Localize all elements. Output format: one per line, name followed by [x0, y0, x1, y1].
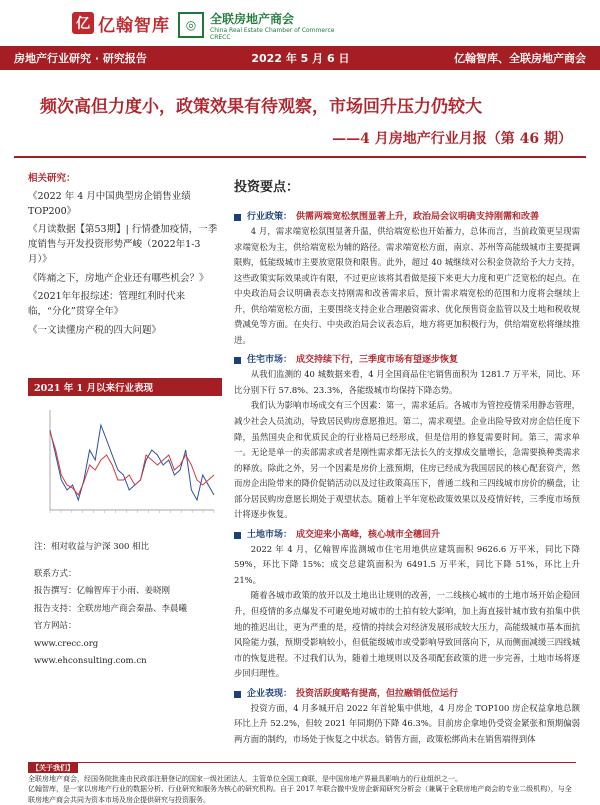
related-research-item[interactable]: 《阵痛之下，房地产企业还有哪些机会？》	[28, 272, 209, 284]
yihan-logo-icon: 亿	[72, 12, 94, 34]
series-line-1	[50, 432, 214, 495]
bullet-square-icon	[234, 357, 241, 364]
performance-chart-svg	[34, 400, 222, 530]
header-bar	[0, 46, 600, 70]
page-subtitle: ——4 月房地产行业月报（第 46 期）	[332, 131, 572, 147]
chart-note: 注：相对收益与沪深 300 相比	[34, 542, 150, 552]
about-us-line2: 亿翰智库，是一家以房地产行业的数据分析、行业研究和服务为核心的研究机构。自于 2017 年联合撤中发房企新闻研究分析会（兼属于全联房地产商会的专业二级机构），与全联房地产商会共同为资本市场及房企提供研究与投资服务。	[28, 785, 572, 804]
contacts-block	[34, 566, 224, 671]
about-us-heading: 【关于我们】	[28, 763, 78, 773]
bullet-square-icon	[234, 214, 241, 221]
section-title: 供需两端宽松氛围显著上升，政治局会议明确支持刚需和改善	[296, 212, 540, 222]
section-paragraph: 从我们监测的 40 城数据来看，4 月全国商品住宅销售面积为 1281.7 万平米，同比、环比分别下行 57.8%、23.3%，各能级城市均保持下降态势。	[234, 369, 580, 395]
section-paragraph: 2022 年 4 月，亿翰智库监测城市住宅用地供应建筑面积 9626.6 万平米，同比下降 59%，环比下降 15%；成交总建筑面积为 6491.5 万平米，同比下降 51%，环比上升 21%。	[234, 543, 580, 585]
section-title: 成交迎来小高峰，核心城市全穗回升	[296, 529, 441, 540]
report-category: 房地产行业研究 · 研究报告	[14, 52, 147, 65]
section-header	[234, 686, 580, 699]
crecc-logo-en: China Real Estate Chamber of Commerce	[210, 26, 335, 34]
report-authors-org: 亿翰智库、全联房地产商会	[453, 52, 586, 65]
about-us-line1: 全联房地产商会，经国务院批准由民政部注册登记的国家一级社团法人，主管单位全国工商联，是中国房地产界最具影响力的行业组织之一。	[28, 774, 462, 783]
crecc-logo-abbr: CRECC	[210, 33, 231, 41]
section-title: 成交持续下行，三季度市场有望逐步恢复	[296, 355, 459, 366]
related-research-list	[28, 190, 218, 338]
section-header	[234, 352, 580, 365]
yihan-logo-text: 亿翰智库	[98, 15, 170, 36]
report-date: 2022 年 5 月 6 日	[251, 52, 350, 65]
related-research-item[interactable]: 《月读数据【第53期】| 行情叠加疫情，一季度销售与开发投资形势严峻（2022年1-3月）》	[28, 224, 218, 265]
related-research-item[interactable]: 《2022 年 4 月中国典型房企销售业绩 TOP200》	[28, 191, 191, 217]
related-research-item[interactable]: 《一文读懂房产税的四大问题》	[28, 324, 162, 336]
contact-line: 官方网站：	[34, 621, 77, 632]
about-us	[28, 762, 576, 804]
contact-line: 报告撰写：亿翰智库于小雨、姜晓刚	[34, 586, 171, 597]
contact-line: 报告支持：全联房地产商会秦晶、李晨曦	[34, 603, 188, 614]
crecc-logo-cn: 全联房地产商会	[210, 11, 295, 26]
related-research-item[interactable]: 《2021年年报综述：管理红利时代来临，“分化”贯穿全年》	[28, 291, 186, 318]
section-label: 企业表现：	[247, 688, 293, 699]
contact-link[interactable]: www.ehconsulting.com.cn	[34, 656, 147, 667]
performance-chart	[34, 400, 222, 530]
crecc-logo	[178, 8, 334, 42]
section-label: 土地市场：	[247, 529, 293, 540]
chart-title: 2021 年 1 月以来行业表现	[28, 378, 222, 396]
investment-highlights	[234, 176, 580, 747]
contact-line: 联系方式：	[34, 569, 77, 579]
section-paragraph: 我们认为影响市场成交有三个因素：第一，需求延后。各城市为管控疫情采用静态管理，减少社会人员流动，导致居民购房意愿推迟。第二，需求观望。企业出险导致对房企信任度下降，虽然国央企和优质民企的行业格局已经形成，但是信用的修复需要时间。第三，需求单一。无论是单一的卖部需求或者是刚性需求都无法长久的支撑成交量增长，急需要换种类需求的释放。除此之外，另一个因素是房价上涨预期，住房已经成为我国居民的核心配套资产，然而房企出险带来的降价促销活动以及过往政策高压下，普通二线和三四线城市房价的横盘，让部分居民购房意愿长期处于观望状态。随着上半年宽松政策效果以及疫情好转，三季度市场预计将逐步恢复。	[234, 400, 580, 520]
section-paragraph: 4 月，需求端宽松氛围显著升温，供给端宽松也开始蓄力，总体而言，当前政策更呈现需求端宽松为主，供给端宽松为辅的路径。需求端宽松方面，南京、苏州等高能级城市主要提调限购，低能级城市主要放宽限贷和限售。此外，超过 40 城继续对公积金贷款给予大力支持，这些政策实际效果或许有限，不过更应该将其看做是接下来更大力度和更广泛宽松的起点。在中央政治局会议明确表态支持刚需和改善需求后，预计需求端宽松的范围和力度将会继续上升，供给端宽松方面，主要围绕支持企业合理融资需求、优化预售资金监管以及土地和税收规费减免等方面。在央行、中央政治局会议表态后，地方将更加积极行为，供给端宽松将继续推进。	[234, 226, 580, 345]
section-label: 行业政策：	[247, 212, 293, 222]
related-research	[28, 170, 218, 342]
bullet-square-icon	[234, 532, 241, 539]
crecc-logo-icon: ◎	[178, 12, 204, 38]
related-research-heading: 相关研究：	[28, 173, 76, 184]
section-paragraph: 投资方面，4 月多城开启 2022 年首轮集中供地，4 月房企 TOP100 房企权益拿地总额环比上升 52.2%，但较 2021 年同期仍下降 46.3%。目前房企拿地仍受资金紧张和预期偏弱两方面的制约，市场处于恢复之中状态。销售方面，政策松绑尚未在销售端得到体	[234, 702, 580, 744]
title-divider	[14, 156, 586, 158]
section-header	[234, 209, 580, 222]
section-paragraph: 随着各城市政策的放开以及土地出让规则的改善，一二线核心城市的土地市场开始企稳回升，但疫情的多点爆发不可避免地对城市的土拍有较大影响，加上海直接针城市致有拍集中供地的推迟出让，更为严重的是，疫情的持续会对经济发展形成较大压力，高能级城市基本面抗风险能力强，预期受影响较小，但低能级城市或受影响导致回落向下，从而侧面减缓三四线城市的恢复进程。不过我们认为，随着土地规则以及各项配套政策的进一步完善，土地市场将逐步回归理性。	[234, 590, 580, 679]
yihan-logo	[72, 8, 172, 38]
bullet-square-icon	[234, 691, 241, 698]
main-heading: 投资要点：	[234, 180, 300, 195]
page-title: 频次高但力度小，政策效果有待观察，市场回升压力仍较大	[40, 97, 482, 117]
section-title: 投资活跃度略有提高，但拉融销低位运行	[296, 688, 459, 699]
contact-link[interactable]: www.crecc.org	[34, 638, 99, 649]
section-header	[234, 527, 580, 540]
section-label: 住宅市场：	[247, 355, 293, 366]
